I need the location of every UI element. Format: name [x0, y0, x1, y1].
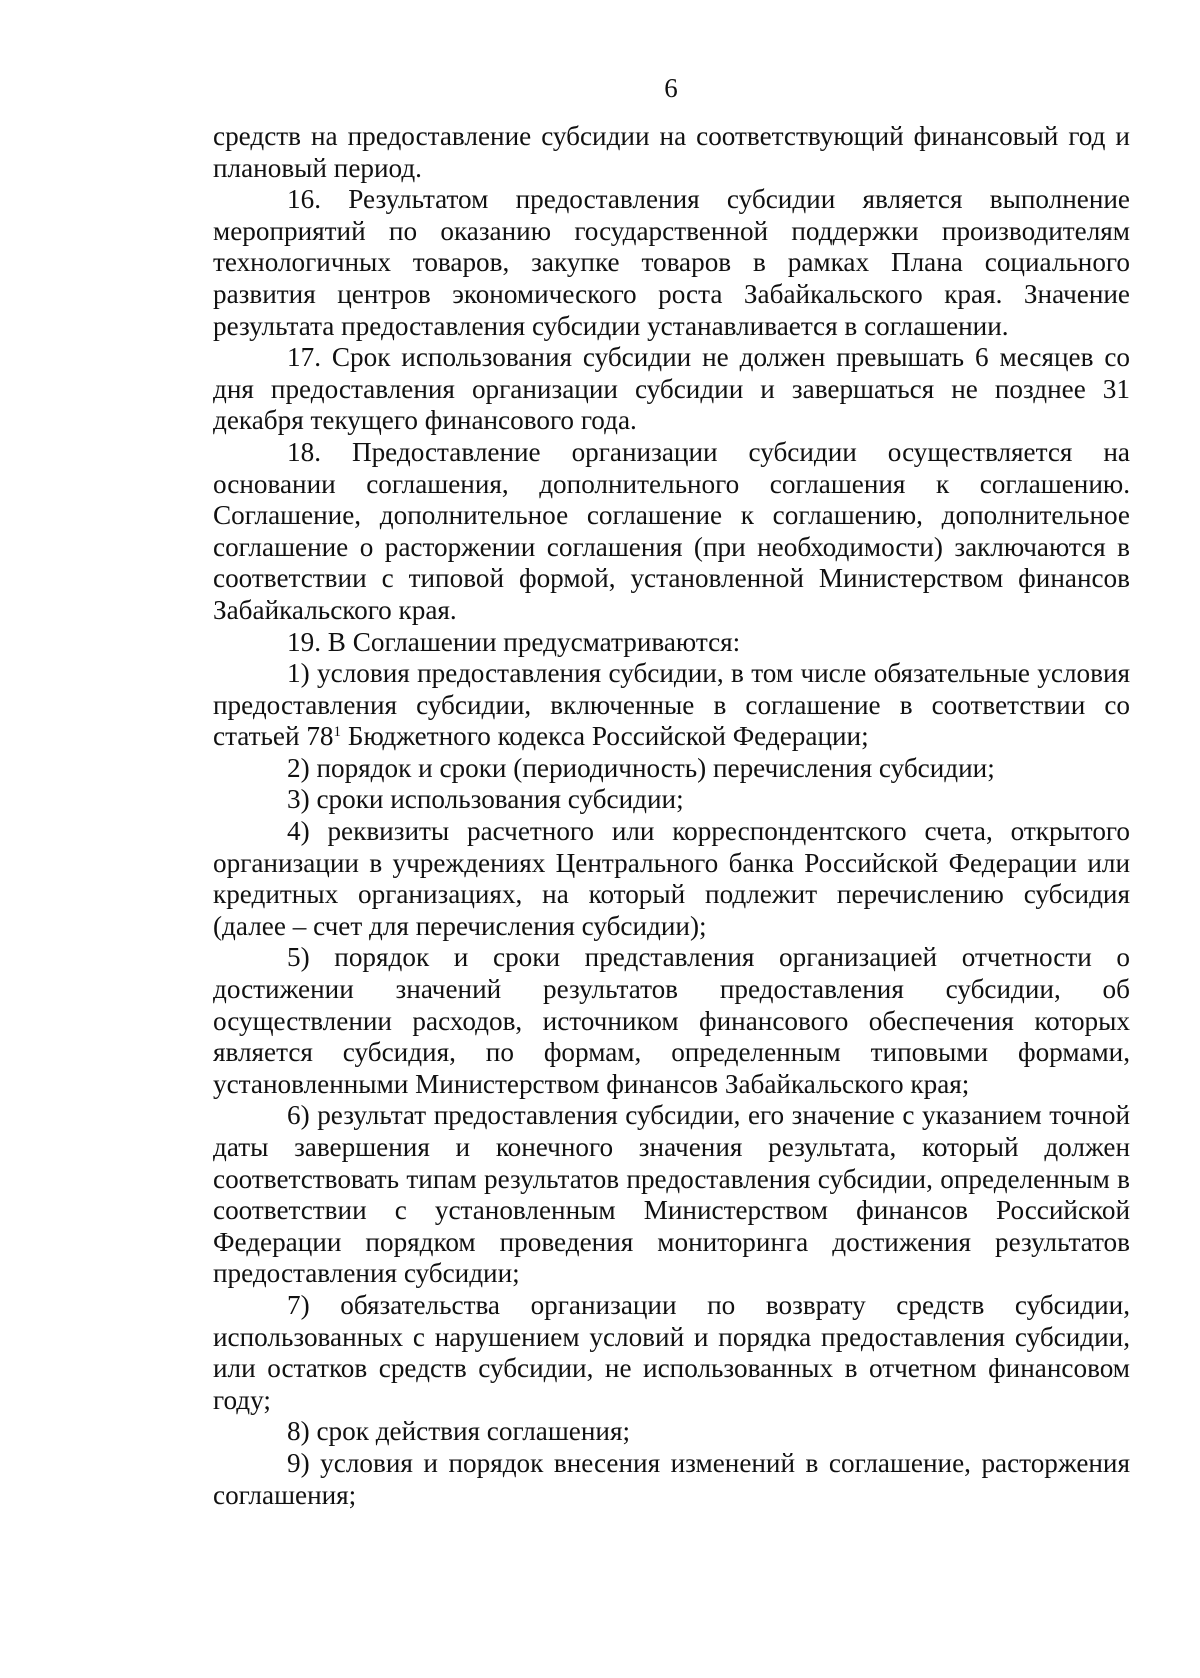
- list-item-5: 5) порядок и сроки представления организацией отчетности о достижении значений результатов предоставления субсидии, об осуществлении расходов, источником финансового обеспечения которых является субсидия, по формам, определенным типовыми формами, установленными Министерством финансов Забайкальского края;: [213, 942, 1130, 1099]
- list-item-8: 8) срок действия соглашения;: [287, 1416, 631, 1447]
- list-item-6: 6) результат предоставления субсидии, его значение с указанием точной даты завершения и конечного значения результата, который должен соответствовать типам результатов предоставления субсидии, определенным в соответствии с установленным Министерством финансов Российской Федерации порядком проведения мониторинга достижения результатов предоставления субсидии;: [213, 1100, 1130, 1289]
- list-item-1-text-end: Бюджетного кодекса Российской Федерации;: [341, 721, 869, 752]
- list-item-2: 2) порядок и сроки (периодичность) перечисления субсидии;: [287, 752, 995, 783]
- paragraph-continuation: средств на предоставление субсидии на соответствующий финансовый год и плановый период.: [213, 121, 1130, 183]
- paragraph-16: 16. Результатом предоставления субсидии является выполнение мероприятий по оказанию государственной поддержки производителям технологичных товаров, закупке товаров в рамках Плана социального развития центров экономического роста Забайкальского края. Значение результата предоставления субсидии устанавливается в соглашении.: [213, 184, 1130, 341]
- paragraph-19: 19. В Соглашении предусматриваются:: [287, 626, 741, 657]
- list-item-9: 9) условия и порядок внесения изменений в соглашение, расторжения соглашения;: [213, 1447, 1130, 1510]
- list-item-4: 4) реквизиты расчетного или корреспондентского счета, открытого организации в учреждениях Центрального банка Российской Федерации или кредитных организациях, на который подлежит перечислению субсидия (далее – счет для перечисления субсидии);: [213, 816, 1130, 941]
- list-item-3: 3) сроки использования субсидии;: [287, 784, 684, 815]
- list-item-7: 7) обязательства организации по возврату средств субсидии, использованных с нарушением условий и порядка предоставления субсидии, или остатков средств субсидии, не использованных в отчетном финансовом году;: [213, 1289, 1130, 1415]
- article-superscript: 1: [333, 724, 342, 741]
- page-number: 6: [664, 73, 678, 103]
- list-item-1: [213, 658, 1130, 753]
- document-body: [213, 121, 1130, 1511]
- list-item-1-text: 1) условия предоставления субсидии, в том числе обязательные условия предоставления субсидии, включенные в соглашение в соответствии со статьей 78: [213, 658, 1130, 752]
- paragraph-17: 17. Срок использования субсидии не должен превышать 6 месяцев со дня предоставления организации субсидии и завершаться не позднее 31 декабря текущего финансового года.: [213, 342, 1130, 436]
- paragraph-18: 18. Предоставление организации субсидии осуществляется на основании соглашения, дополнительного соглашения к соглашению. Соглашение, дополнительное соглашение к соглашению, дополнительное соглашение о расторжении соглашения (при необходимости) заключаются в соответствии с типовой формой, установленной Министерством финансов Забайкальского края.: [213, 436, 1130, 625]
